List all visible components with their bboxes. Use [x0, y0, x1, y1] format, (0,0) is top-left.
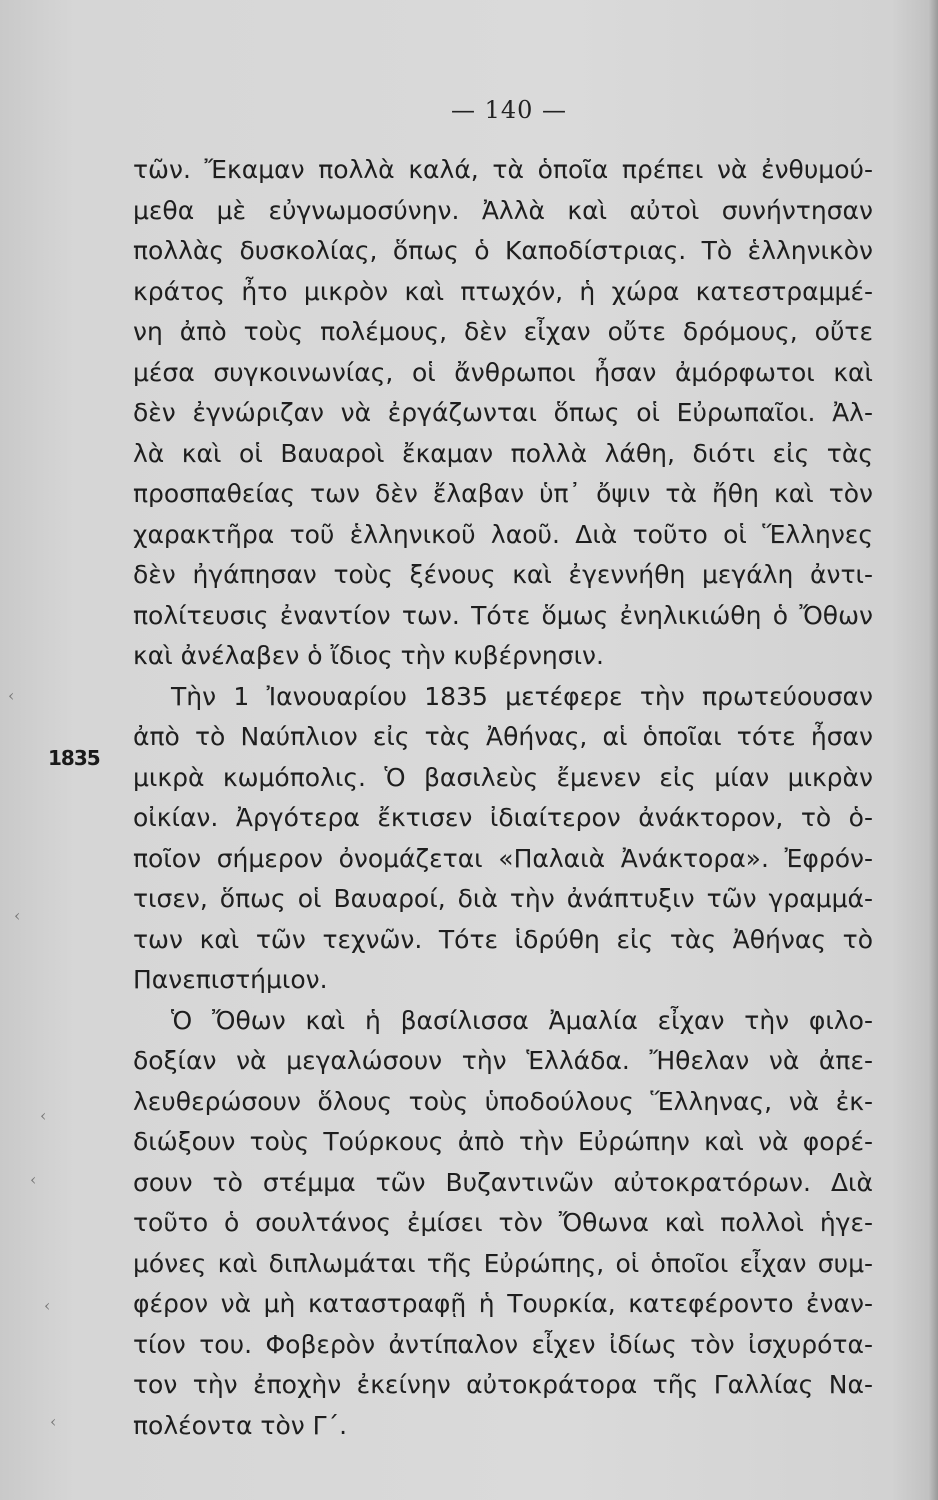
text-line: καὶ ἀνέλαβεν ὁ ἴδιος τὴν κυβέρνησιν. [133, 641, 604, 670]
text-line: οἰκίαν. Ἀργότερα ἔκτισεν ἰδιαίτερον ἀνάκτορον, τὸ ὁ- [133, 803, 873, 832]
text-line: σουν τὸ στέμμα τῶν Βυζαντινῶν αὐτοκρατόρων. Διὰ [133, 1167, 873, 1197]
text-line: Τὴν 1 Ἰανουαρίου 1835 μετέφερε τὴν πρωτεύουσαν [171, 681, 873, 711]
text-line: τισεν, ὅπως οἱ Βαυαροί, διὰ τὴν ἀνάπτυξιν τῶν γραμμά- [133, 884, 873, 913]
text-line: τον τὴν ἐποχὴν ἐκείνην αὐτοκράτορα τῆς Γαλλίας Να- [133, 1370, 873, 1399]
margin-speck: ‹ [40, 1106, 47, 1125]
text-line: Ὁ Ὄθων καὶ ἡ βασίλισσα Ἀμαλία εἶχαν τὴν φιλο- [171, 1005, 873, 1035]
text-line: ἀπὸ τὸ Ναύπλιον εἰς τὰς Ἀθήνας, αἱ ὁποῖαι τότε ἦσαν [133, 722, 873, 751]
text-line: ποῖον σήμερον ὀνομάζεται «Παλαιὰ Ἀνάκτορα». Ἐφρόν- [133, 843, 873, 873]
margin-speck: ‹ [50, 1412, 57, 1431]
text-line: κράτος ἦτο μικρὸν καὶ πτωχόν, ἡ χώρα κατεστραμμέ- [133, 276, 873, 306]
text-line: μόνες καὶ διπλωμάται τῆς Εὐρώπης, οἱ ὁποῖοι εἶχαν συμ- [133, 1248, 873, 1278]
margin-speck: ‹ [30, 1170, 37, 1189]
text-line: λευθερώσουν ὅλους τοὺς ὑποδούλους Ἕλληνας, νὰ ἐκ- [133, 1086, 873, 1116]
margin-speck: ‹ [8, 686, 15, 705]
text-line: διώξουν τοὺς Τούρκους ἀπὸ τὴν Εὐρώπην καὶ νὰ φορέ- [133, 1127, 873, 1156]
text-line: νη ἀπὸ τοὺς πολέμους, δὲν εἶχαν οὔτε δρόμους, οὔτε [133, 317, 873, 346]
text-line: χαρακτῆρα τοῦ ἑλληνικοῦ λαοῦ. Διὰ τοῦτο οἱ Ἕλληνες [133, 519, 873, 549]
text-line: μέσα συγκοινωνίας, οἱ ἄνθρωποι ἦσαν ἀμόρφωτοι καὶ [133, 357, 873, 387]
text-line: πολέοντα τὸν Γ΄. [133, 1410, 348, 1440]
margin-speck: ‹ [14, 906, 21, 925]
text-line: προσπαθείας των δὲν ἔλαβαν ὑπ᾿ ὄψιν τὰ ἤθη καὶ τὸν [133, 479, 873, 508]
text-line: των καὶ τῶν τεχνῶν. Τότε ἱδρύθη εἰς τὰς Ἀθήνας τὸ [133, 924, 873, 954]
margin-year-note: 1835 [48, 746, 100, 770]
text-line: φέρον νὰ μὴ καταστραφῇ ἡ Τουρκία, κατεφέροντο ἐναν- [133, 1289, 873, 1318]
text-line: τίον του. Φοβερὸν ἀντίπαλον εἶχεν ἰδίως τὸν ἰσχυρότα- [133, 1329, 873, 1359]
text-line: τοῦτο ὁ σουλτάνος ἐμίσει τὸν Ὄθωνα καὶ πολλοὶ ἡγε- [133, 1208, 873, 1237]
text-line: μικρὰ κωμόπολις. Ὁ βασιλεὺς ἔμενεν εἰς μίαν μικρὰν [133, 762, 873, 792]
text-line: δὲν ἐγνώριζαν νὰ ἐργάζωνται ὅπως οἱ Εὐρωπαῖοι. Ἀλ- [133, 398, 873, 427]
text-line: Πανεπιστήμιον. [133, 965, 328, 994]
text-line: τῶν. Ἔκαμαν πολλὰ καλά, τὰ ὁποῖα πρέπει νὰ ἐνθυμού- [133, 155, 873, 184]
page-number: — 140 — [450, 96, 568, 124]
margin-speck: ‹ [44, 1296, 51, 1315]
body-text [133, 150, 873, 1446]
text-line: μεθα μὲ εὐγνωμοσύνην. Ἀλλὰ καὶ αὐτοὶ συνήντησαν [133, 195, 873, 225]
text-line: πολλὰς δυσκολίας, ὅπως ὁ Καποδίστριας. Τὸ ἑλληνικὸν [133, 236, 873, 265]
text-line: δοξίαν νὰ μεγαλώσουν τὴν Ἑλλάδα. Ἤθελαν νὰ ἀπε- [133, 1046, 873, 1075]
text-line: δὲν ἠγάπησαν τοὺς ξένους καὶ ἐγεννήθη μεγάλη ἀντι- [133, 560, 873, 589]
text-line: πολίτευσις ἐναντίον των. Τότε ὅμως ἐνηλικιώθη ὁ Ὄθων [133, 600, 873, 630]
page-edge-shadow [928, 0, 938, 1500]
text-line: λὰ καὶ οἱ Βαυαροὶ ἔκαμαν πολλὰ λάθη, διότι εἰς τὰς [133, 438, 873, 468]
